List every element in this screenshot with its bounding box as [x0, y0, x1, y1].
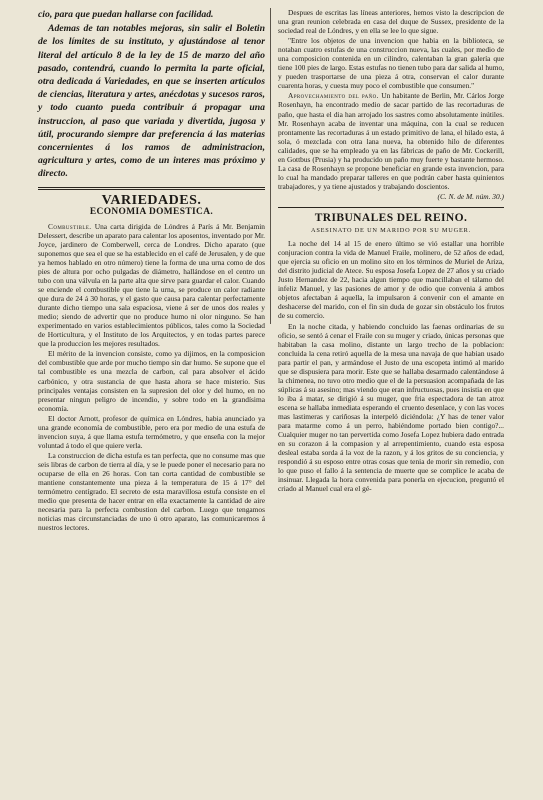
section-divider — [38, 187, 265, 190]
article-source: (C. N. de M. núm. 30.) — [437, 191, 504, 201]
article-paragraph: La noche del 14 al 15 de enero último se vió estallar una horrible conjuracion contra la vida de Manuel Fraile, molinero, de 52 años de edad, que ejercia su oficio en un molino sito en los términos de Muriel de Ariza, del distrito judicial de Atece. Su esposa Josefa Lopez de 27 años y su criado Justo Hernandez de 22, hacia algun tiempo que mancillaban el tálamo del infeliz Manuel, y las pasiones de amor y de odio que convenia á ambos objetos afectaban á aquella, la impulsaron á convenir con el amante en deshacerse del marido, con el fin sin duda de gozar sin obstáculo los frutos de su comercio. — [278, 239, 504, 321]
article-paragraph: El mérito de la invencion consiste, como ya dijimos, en la composicion del combustible que arde por mucho tiempo sin dar humo. Se supone que el tal combustible es una mezcla de carbon, cal para absolver el ácido carbónico, y otra sustancia de que hasta ahora se hace misterio. Sus principales ventajas consisten en la supresion del olor y del humo, en no presentar ningun peligro de incendio, y sobre todo en la grandísima economía. — [38, 349, 265, 413]
quoted-paragraph: "Entre los objetos de una invencion que habia en la biblioteca, se notaban cuatro estufas de una construccion nueva, las cuales, por medio de una composicion contenida en un cilindro, calentaban la gran galería que tiene 100 pies de largo. Estas estufas no tienen tubo para dar salida al humo, y pueden trasportarse de una pieza á otra, conservan el calor durante cuarenta horas, y cuesta muy poco el combustible que consumen." — [278, 36, 504, 91]
intro-line: cio, para que puedan hallarse con facilidad. — [38, 9, 214, 20]
article-paragraph: El doctor Arnott, profesor de química en Lóndres, habia anunciado ya una grande economía de combustible, pero era por medio de una estufa de invencion suya, á que llama estufa termómetro, y que enseña con la mejor voluntad á todo el que quiere verla. — [38, 413, 265, 450]
intro-paragraph: Ademas de tan notables mejoras, sin salir el Boletin de los límites de su instituto, y ajustándose al tenor literal del artículo 8 de la ley de 15 de marzo del año pasado, contendrá, cuando lo permita la parte oficial, otra dedicada á Variedades, en que se inserten artículos de ciencias, literatura y artes, anécdotas y sucesos raros, y todo cuanto pueda contribuir á propagar una instruccion, al paso que variada y divertida, jugosa y útil, procurando siempre dar preferencia á las materias concernientes á los ramos de administracion, agricultura y artes, como de un interes mas próximo y directo. — [38, 23, 265, 180]
section-title: TRIBUNALES DEL REINO. — [314, 211, 468, 224]
article-paragraph — [38, 222, 265, 349]
left-column — [38, 8, 265, 533]
article-text: Un habitante de Berlin, Mr. Cárlos Jorge Rosenhayn, ha encontrado medio de sacar partido de las recortaduras de paño, que hasta el dia han arrojado los sastres como absolutamente inútiles. Mr. Rosenhayn acaba de inventar una máquina, con la cual se reducen prontamente las recortaduras á un estado primitivo de lana, el hilado esta, á sola, ó mezclada con otra lana nueva, ha obtenido hilo de diferentes calidades, que se ha empleado ya en las fábricas de paño de Mr. Cockerill, en Gottbus (Prusia) y ha producido un paño muy fuerte y bastante hermoso. La casa de Rosenhayn se propone beneficiar en grande esta invencion, para lo cual ha mandado preparar talleres en que podrán caber hasta quinientos trabajadores, y ya tiene ajustados y trabajando doscientos. — [278, 91, 504, 191]
article-subtitle: ASESINATO DE UN MARIDO POR SU MUGER. — [310, 227, 472, 235]
section-title: VARIEDADES. — [101, 192, 202, 208]
subsection-title: ECONOMIA DOMESTICA. — [89, 206, 214, 217]
article-lead: Aprovechamiento del paño. — [288, 91, 379, 101]
article-paragraph — [278, 91, 504, 191]
right-column — [278, 8, 504, 494]
article-paragraph: En la noche citada, y habiendo concluido las faenas ordinarias de su oficio, se sentó á cenar el Fraile con su muger y criado, únicas personas que habitaban la casa molino, distante un largo trecho de la poblacion: concluida la cena retiró aquella de la mesa una navaja de que habian usado para partir el pan, y armándose el Justo de una escopeta intimó al marido que se dispusiera para morir. Este que se hallaba desarmado calentándose á la chimenea, no tuvo otro medio que el de la persuasion acompañada de las súplicas á su asesino; mas viendo que eran infructuosas, pues insistia en que lo iba á matar, se dirigió á su muger, que fria espectadora de tan atroz escena se hallaba inmediata esperando el cruento desenlace, y con las voces mas lastimeras y cariñosas la interpeló diciéndola: ¿Y has de tener valor para matarme como á un perro, habiéndome portado bien contigo?... Cualquier muger no tan pervertida como Josefa Lopez hubiera dado entrada en su corazon á la compasion y al arrepentimiento, cuando esta esposa desleal estaba sorda á la voz de la razon, y á los gritos de su conciencia, y respondió á su esposo entre otras cosas que tenia de morir sin remedio, con lo que puso el fallo á la sentencia de muerte que se complice le acaba de insinuar. Llegada la hora convenida para ponerla en ejecucion, preguntó el criado al Manuel cual era el gé- — [278, 321, 504, 494]
section-divider — [278, 207, 504, 208]
article-paragraph: La construccion de dicha estufa es tan perfecta, que no consume mas que seis libras de carbon de tierra al día, y se le puede poner el necesario para no ocuparse de ella en 26 horas. Con tan corta cantidad de combustible se mantiene constantemente una pieza á la temperatura de 15 á 17° del termómetro centígrado. El secreto de esta maravillosa estufa consiste en el medio que presenta de hacer entrar en ella exactamente la cantidad de aire necesaria para la perfecta combustion del carbon. Luego que tengamos noticias mas circunstanciadas de uno ú otro aparato, las comunicaremos á nuestros lectores. — [38, 450, 265, 533]
article-lead: Combustible. — [48, 221, 92, 231]
column-rule — [270, 8, 271, 324]
article-text: Una carta dirigida de Lóndres á París á Mr. Benjamin Delessert, describe un aparato para calentar los aposentos, inventado por Mr. Joyce, jardinero de Comberwell, cerca de Londres. Dicho aparato (que suponemos que sea el que se ha establecido en el café de Jerusalen, y de que ya hemos hablado en otro número) tiene la forma de una urna como de dos pies de altura por ocho pulgadas de diámetro, hallándose en el centro un tubo con una válvula en la parte alta que sirve para guardar el calor. Cuando se enciende el combustible que tiene la urna, se produce un calor radiante que dura de 24 á 30 horas, y el gasto que causa para calentar perfectamente durante dicho tiempo una sala espaciosa, viene á ser de unos dos reales y medio; siendo de advertir que no produce humo ni olor ninguno. Se han experimentado en varios establecimientos públicos, tales como la Sociedad de Horticultura, y el Instituto de los Arquitectos, y en todas partes parece que la produccion les mejores resultados. — [38, 221, 265, 349]
article-paragraph: Despues de escritas las líneas anteriores, hemos visto la descripcion de una gran reunion celebrada en casa del duque de Sussex, presidente de la sociedad real de Lóndres, y en ella se lee lo que sigue. — [278, 8, 504, 36]
